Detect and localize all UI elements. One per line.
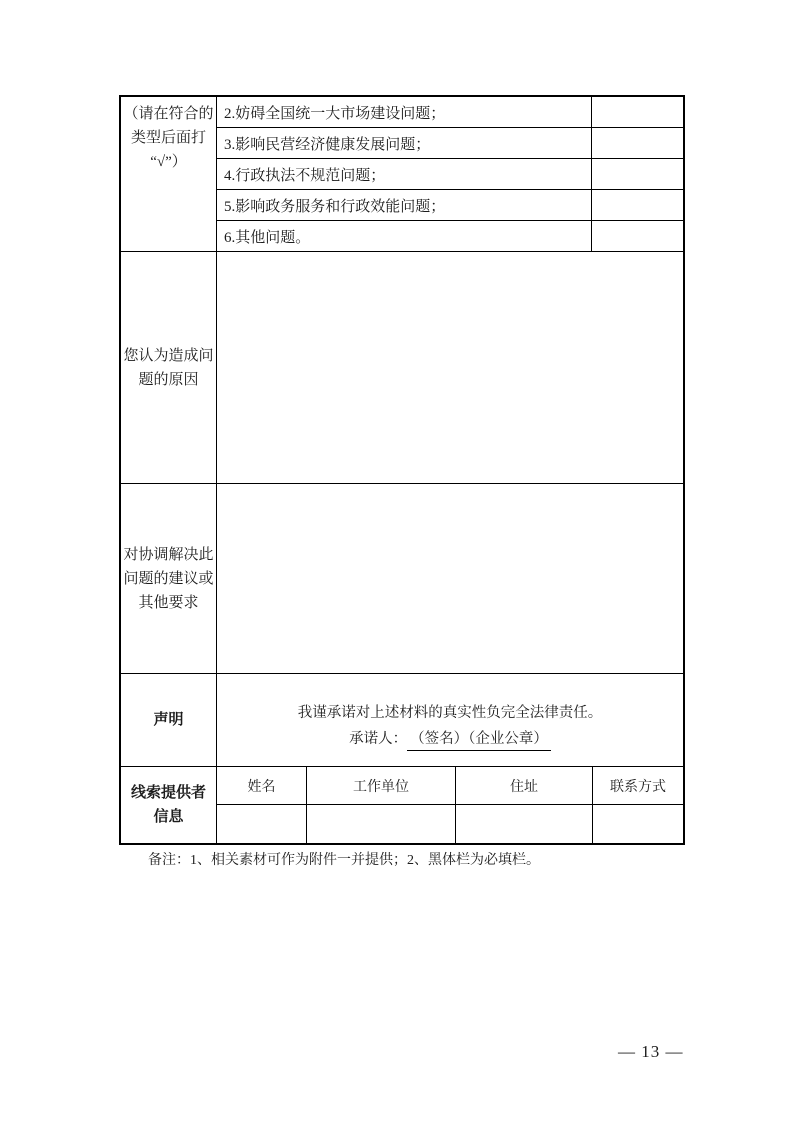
- suggestion-label-cell: [121, 484, 217, 673]
- column-header-address: 住址: [456, 767, 593, 804]
- declaration-label-cell: [121, 674, 217, 766]
- address-input-cell[interactable]: [456, 805, 593, 843]
- name-input-cell[interactable]: [217, 805, 307, 843]
- informant-sub-table: [217, 767, 683, 843]
- cause-label-line-1: 您认为造成问: [123, 347, 214, 364]
- checkmark-cell-6[interactable]: [592, 221, 683, 251]
- problem-type-item-5: 5.影响政务服务和行政效能问题；: [217, 190, 592, 220]
- contact-input-cell[interactable]: [593, 805, 683, 843]
- suggestion-label-line-3: 其他要求: [138, 594, 199, 611]
- informant-section: [121, 767, 683, 843]
- problem-type-section: [121, 97, 683, 252]
- table-row: [217, 159, 683, 190]
- declaration-content-cell: [217, 674, 683, 766]
- problem-type-item-3: 3.影响民营经济健康发展问题；: [217, 128, 592, 158]
- checkmark-cell-4[interactable]: [592, 159, 683, 189]
- declaration-label: 声明: [153, 711, 184, 728]
- declaration-section: [121, 674, 683, 767]
- column-header-name: 姓名: [217, 767, 307, 804]
- problem-type-label-line-1: （请在符合的: [123, 106, 214, 122]
- suggestion-section: [121, 484, 683, 674]
- declaration-commitment-text: 我谨承诺对上述材料的真实性负完全法律责任。: [297, 705, 603, 721]
- problem-type-label-cell: [121, 97, 217, 251]
- suggestion-input-cell[interactable]: [217, 484, 683, 673]
- remarks-footnote: 备注：1、相关素材可作为附件一并提供；2、黑体栏为必填栏。: [148, 853, 540, 868]
- informant-label-cell: [121, 767, 217, 843]
- cause-input-cell[interactable]: [217, 252, 683, 483]
- page-number: — 13 —: [618, 1042, 684, 1061]
- column-header-contact: 联系方式: [610, 779, 666, 795]
- table-row: [217, 97, 683, 128]
- problem-type-label-line-2: 类型后面打: [130, 130, 206, 146]
- problem-type-item-2: 2.妨碍全国统一大市场建设问题；: [217, 97, 592, 127]
- checkmark-cell-5[interactable]: [592, 190, 683, 220]
- problem-type-rows: [217, 97, 683, 251]
- declaration-signer-line: [349, 726, 551, 752]
- informant-header-row: [217, 767, 683, 805]
- cause-section: [121, 252, 683, 484]
- clue-report-form-table: [119, 95, 685, 845]
- signature-placeholder[interactable]: （签名）（企业公章）: [407, 728, 551, 751]
- checkmark-cell-3[interactable]: [592, 128, 683, 158]
- column-header-work-unit: 工作单位: [307, 767, 456, 804]
- problem-type-label-line-3: “√”）: [150, 154, 187, 170]
- cause-label-cell: [121, 252, 217, 483]
- table-row: [217, 190, 683, 221]
- informant-label-line-1: 线索提供者: [130, 784, 206, 801]
- informant-label-line-2: 信息: [153, 808, 184, 825]
- table-row: [217, 221, 683, 251]
- table-row: [217, 128, 683, 159]
- problem-type-item-6: 6.其他问题。: [217, 221, 592, 251]
- informant-data-row: [217, 805, 683, 843]
- cause-label-line-2: 题的原因: [138, 371, 199, 388]
- problem-type-item-4: 4.行政执法不规范问题；: [217, 159, 592, 189]
- work-unit-input-cell[interactable]: [307, 805, 456, 843]
- suggestion-label-line-2: 问题的建议或: [123, 570, 214, 587]
- signer-prefix-label: 承诺人：: [349, 731, 408, 747]
- checkmark-cell-2[interactable]: [592, 97, 683, 127]
- suggestion-label-line-1: 对协调解决此: [123, 546, 214, 563]
